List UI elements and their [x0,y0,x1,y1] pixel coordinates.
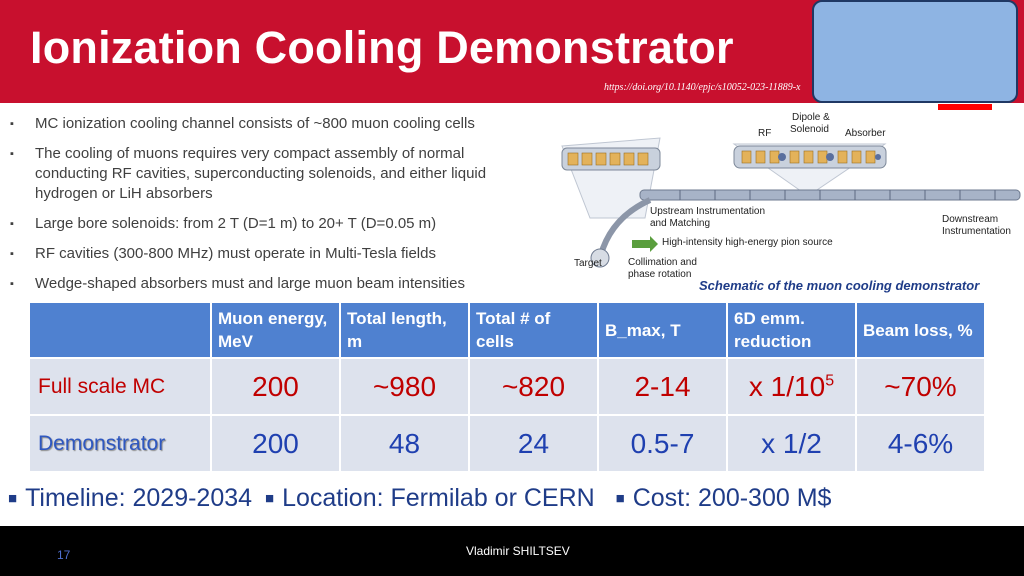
page-number: 17 [57,548,71,562]
schem-label: RF [758,128,772,139]
header-cell-length: Total length, m [341,303,468,357]
location-text: Location: Fermilab or CERN [282,484,595,512]
table-header-row [30,303,984,357]
header-cell-cells: Total # of cells [470,303,597,357]
bullet-item: ▪ The cooling of muons requires very compact assembly of normal conducting RF cavities, superconducting solenoids, and either liquid hydrogen or LiH absorbers [10,145,487,202]
cell-length: ~980 [341,359,468,414]
timeline-text: Timeline: 2029-2034 [25,484,253,512]
cell-energy: 200 [212,416,339,471]
schem-label: High-intensity high-energy pion source [662,237,833,248]
cell-energy: 200 [212,359,339,414]
parameters-table [28,301,986,473]
schem-label: Solenoid [790,124,829,135]
bullet-marker-icon: ▪ [10,218,14,230]
bullet-list [10,114,540,304]
presenter-name: Vladimir SHILTSEV [466,544,570,558]
footer-bar [0,526,1024,576]
square-bullet-icon: ■ [8,490,18,507]
arrow-icon [632,236,658,252]
bullet-marker-icon: ▪ [10,248,14,260]
logo-placeholder [812,0,1018,103]
bullet-marker-icon: ▪ [10,148,14,160]
table-row [30,416,984,471]
bullet-item: ▪ MC ionization cooling channel consists of ~800 muon cooling cells [10,115,475,132]
row-label: Demonstrator [30,416,210,471]
cell-reduction: x $1/10^5$ [728,359,855,414]
cell-bmax: 0.5-7 [599,416,726,471]
bullet-item: ▪ RF cavities (300-800 MHz) must operate in Multi-Tesla fields [10,245,436,262]
row-label: Full scale MC [30,359,210,414]
cost-text: Cost: 200-300 M$ [632,484,832,512]
schem-label: and Matching [650,218,711,229]
beamline [640,190,1020,200]
bullet-item: ▪ Large bore solenoids: from 2 T (D=1 m) to 20+ T (D=0.05 m) [10,215,437,232]
square-bullet-icon: ■ [265,490,275,507]
doi-reference[interactable]: https://doi.org/10.1140/epjc/s10052-023-11889-x [604,82,801,93]
cell-loss: ~70% [857,359,984,414]
bullet-marker-icon: ▪ [10,118,14,130]
cell-loss: 4-6% [857,416,984,471]
schem-label: Downstream [942,214,999,225]
schem-label: Dipole & [792,112,830,123]
cell-reduction: x 1/2 [728,416,855,471]
cell-bmax: 2-14 [599,359,726,414]
cell-length: 48 [341,416,468,471]
schem-label: Collimation and [628,257,697,268]
table-row [30,359,984,414]
summary-line [8,484,831,513]
schem-label: Instrumentation [942,226,1011,237]
schem-label: Absorber [845,128,886,139]
cooling-demonstrator-schematic [540,108,1024,282]
header-cell-loss: Beam loss, % [857,303,984,357]
schem-label: phase rotation [628,269,692,280]
header-cell-energy: Muon energy, MeV [212,303,339,357]
exponent: 5 [825,372,835,390]
schem-label: Upstream Instrumentation [650,206,766,217]
slide-title: Ionization Cooling Demonstrator [30,22,734,73]
bullet-marker-icon: ▪ [10,278,14,290]
cell-cells: ~820 [470,359,597,414]
header-cell-empty [30,303,210,357]
square-bullet-icon: ■ [615,490,625,507]
bullet-item: ▪ Wedge-shaped absorbers must and large muon beam intensities [10,275,465,292]
schematic-caption: Schematic of the muon cooling demonstrator [699,278,980,293]
cell-cells: 24 [470,416,597,471]
schem-label: Target [574,258,602,269]
header-cell-bmax: B_max, T [599,303,726,357]
header-cell-reduction: 6D emm. reduction [728,303,855,357]
